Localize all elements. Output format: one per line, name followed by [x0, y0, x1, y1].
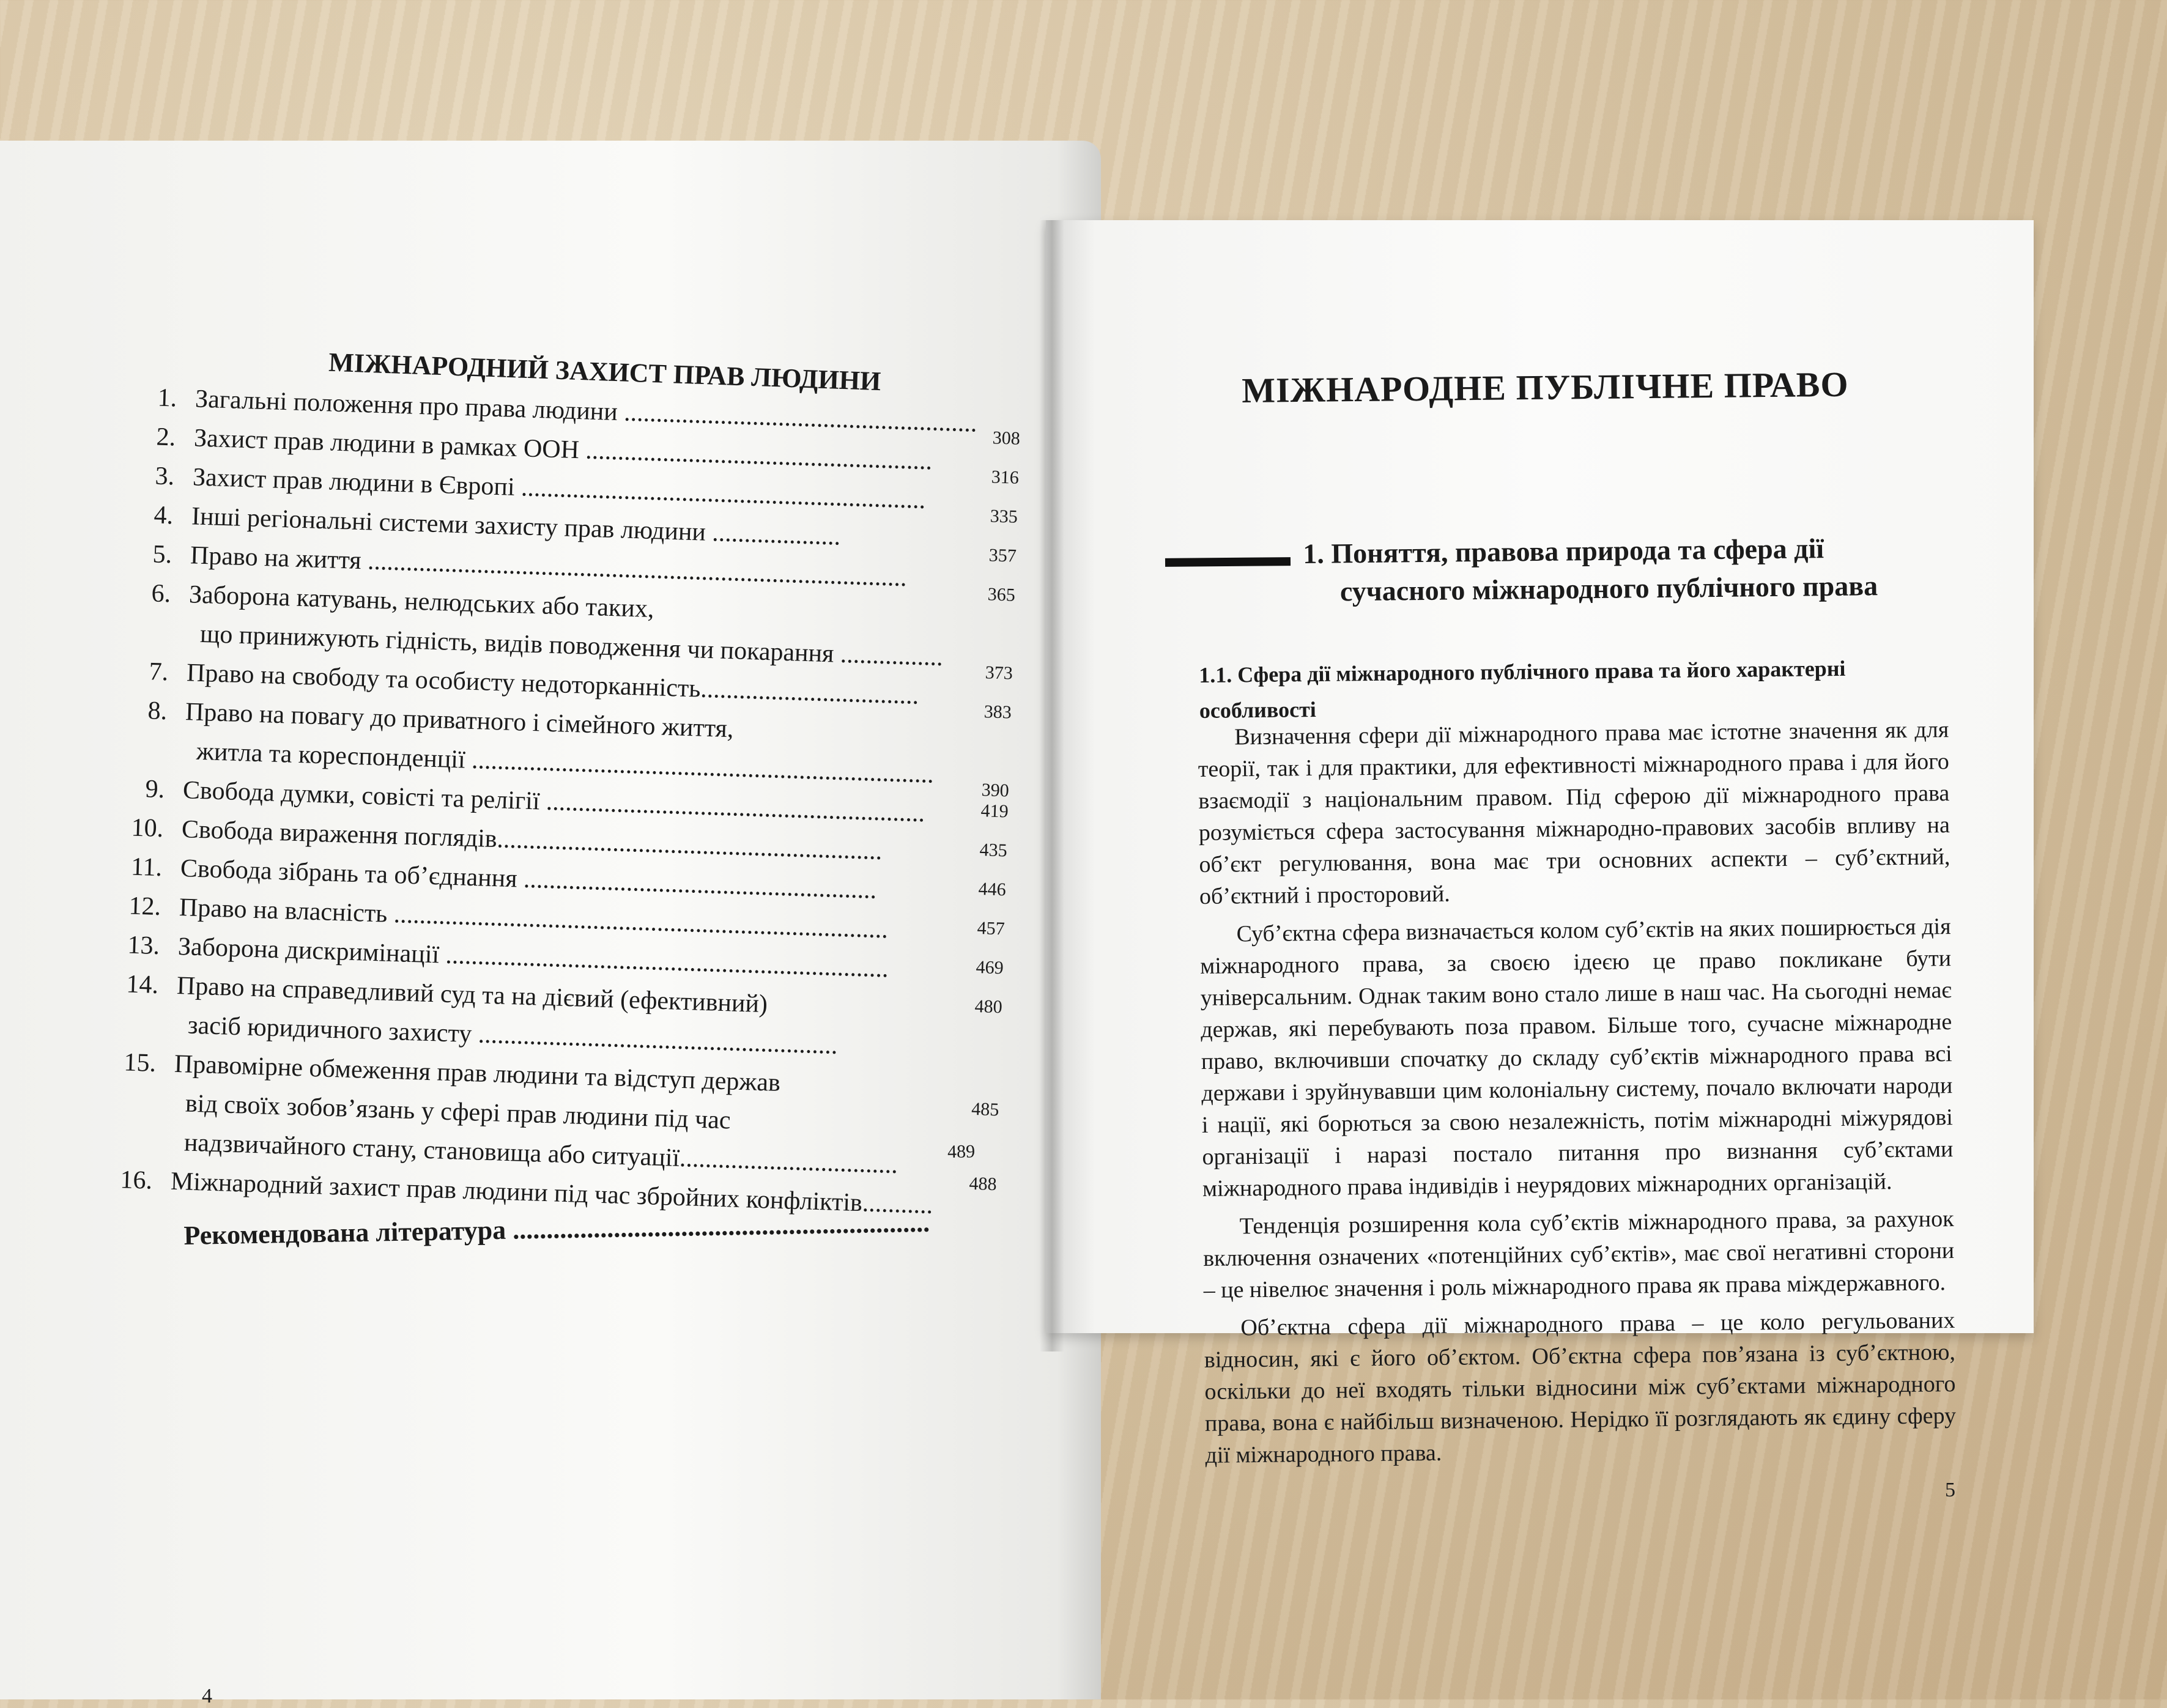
toc-title: МІЖНАРОДНИЙ ЗАХИСТ ПРАВ ЛЮДИНИ: [328, 347, 882, 397]
paragraph: Об’єктна сфера дії міжнародного права – це коло регульованих відносин, які є його об’єктом. Об’єктна сфера пов’язана із суб’єктною, оскільки до неї входять тільки відносини між суб’єктами міжнародного права, вона є найбільш визначеною. Нерідко її розглядають як єдину сферу дії міжнародного права.: [1204, 1307, 1957, 1468]
toc-text: що принижують гідність, видів поводження чи покарання ................: [199, 619, 944, 672]
page-title: МІЖНАРОДНЕ ПУБЛІЧНЕ ПРАВО: [1242, 364, 1849, 410]
toc-page: 316: [991, 467, 1020, 488]
toc-number: 14.: [125, 970, 159, 1000]
toc-text: Право на життя ....................................................................................: [190, 541, 908, 593]
toc-text: від своїх зобов’язань у сфері прав людини під час: [185, 1089, 732, 1135]
subsection-heading: 1.1. Сфера дії міжнародного публічного права та його характерні особливості: [1199, 656, 1846, 723]
page-number-right: 5: [1945, 1479, 1955, 1501]
paragraph: Визначення сфери дії міжнародного права має істотне значення як для теорії, так і для практики, для ефективності міжнародного права і для його взаємодії з національним правом. Під сферою дії міжнародного права розуміється сфера застосування міжнародно-правових засобів впливу на об’єкт регулювання, вона має три основних аспекти – суб’єктний, об’єктний і просторовий.: [1198, 717, 1950, 909]
toc-text: Загальні положення про права людини .......................................................: [194, 385, 978, 438]
toc-text: засіб юридичного захисту ........................................................: [187, 1011, 839, 1060]
book-spine: [1040, 220, 1064, 1351]
toc-text: Заборона катувань, нелюдських або таких,: [188, 580, 655, 624]
toc-page: 365: [987, 584, 1016, 605]
paragraph: Суб’єктна сфера визначається колом суб’єктів на яких поширюється дія міжнародного права, за своєю ідеєю це право покликане бути універсальним. Однак таким воно стало лише в наш час. На сьогодні немає держав, які перебувають поза правом. Більше того, сучасне міжнародне право, включивши спочатку до складу суб’єктів міжнародного права всі держави і зруйнувавши цим колоніальну систему, почало включати народи і нації, які борються за свою незалежність, потім міжнародні міжурядові організації і наразі постало питання про визнання суб’єктами міжнародного права індивідів і неурядових міжнародних організацій.: [1199, 914, 1954, 1202]
toc-number: 2.: [155, 423, 176, 452]
toc-number: 9.: [144, 775, 165, 804]
literature-page: 489: [947, 1141, 976, 1163]
toc-text: Право на свободу та особисту недоторканність..................................: [186, 659, 919, 710]
toc-page: 390: [981, 780, 1010, 801]
toc-page: 485: [971, 1098, 999, 1120]
toc-page: 383: [983, 701, 1012, 723]
page-number-left: 4: [202, 1685, 212, 1707]
toc-text: житла та кореспонденції ........................................................................: [196, 737, 935, 789]
section-heading: [1303, 528, 2007, 611]
toc-text: Міжнародний захист прав людини під час збройних конфліктів...........: [170, 1167, 934, 1219]
toc-text: Заборона дискримінації .....................................................................: [177, 933, 889, 983]
toc-text: Правомірне обмеження прав людини та відступ держав: [174, 1049, 781, 1098]
literature-label: Рекомендована література ..............................................................: [183, 1207, 930, 1251]
toc-text: надзвичайного стану, становища або ситуації..................................: [183, 1128, 898, 1180]
table-of-contents: [103, 382, 1021, 1232]
toc-number: 5.: [152, 540, 172, 569]
toc-text: Інші регіональні системи захисту прав людини ....................: [191, 502, 842, 551]
toc-page: 419: [980, 800, 1009, 822]
toc-page: 435: [979, 840, 1008, 861]
toc-page: 308: [992, 427, 1021, 449]
body-text: [1198, 714, 1957, 1477]
toc-number: 13.: [127, 931, 160, 961]
toc-text: Захист прав людини в рамках ООН ......................................................: [193, 424, 933, 476]
toc-text: Захист прав людини в Європі ...............................................................: [192, 463, 926, 515]
toc-number: 7.: [148, 657, 169, 687]
toc-page: 457: [977, 918, 1006, 939]
toc-number: 3.: [154, 462, 175, 491]
toc-number: 1.: [157, 383, 177, 413]
toc-text: Свобода думки, совісті та релігії ...........................................................: [182, 776, 925, 828]
toc-page: 469: [976, 957, 1004, 978]
toc-page: 488: [969, 1173, 998, 1195]
toc-page: 446: [978, 879, 1007, 900]
toc-number: 16.: [119, 1166, 153, 1195]
toc-page: 480: [974, 996, 1003, 1018]
toc-number: 8.: [147, 697, 168, 726]
toc-number: 4.: [153, 501, 174, 530]
heading-rule: [1165, 557, 1291, 567]
toc-page: 357: [988, 545, 1017, 566]
toc-text: Свобода вираження поглядів............................................................: [181, 815, 883, 866]
toc-text: Свобода зібрань та об’єднання .......................................................: [180, 854, 878, 904]
toc-number: 11.: [130, 852, 163, 882]
paragraph: Тенденція розширення кола суб’єктів міжнародного права, за рахунок включення означених «потенційних суб’єктів», має свої негативні сторони – це нівелює значення і роль міжнародного права як права міждержавного.: [1202, 1206, 1955, 1303]
toc-number: 6.: [150, 579, 171, 608]
toc-text: Право на повагу до приватного і сімейного життя,: [185, 698, 735, 744]
section-heading-line: 1. Поняття, правова природа та сфера дії: [1303, 533, 1824, 569]
toc-number: 10.: [130, 813, 164, 843]
section-heading-line: сучасного міжнародного публічного права: [1339, 570, 1878, 607]
toc-page: 373: [985, 662, 1013, 684]
toc-number: 15.: [123, 1048, 157, 1078]
toc-text: Право на власність .............................................................................: [179, 893, 889, 944]
toc-text: Право на справедливий суд та на дієвий (ефективний): [176, 971, 768, 1019]
toc-page: 335: [990, 506, 1018, 527]
toc-number: 12.: [128, 892, 161, 922]
